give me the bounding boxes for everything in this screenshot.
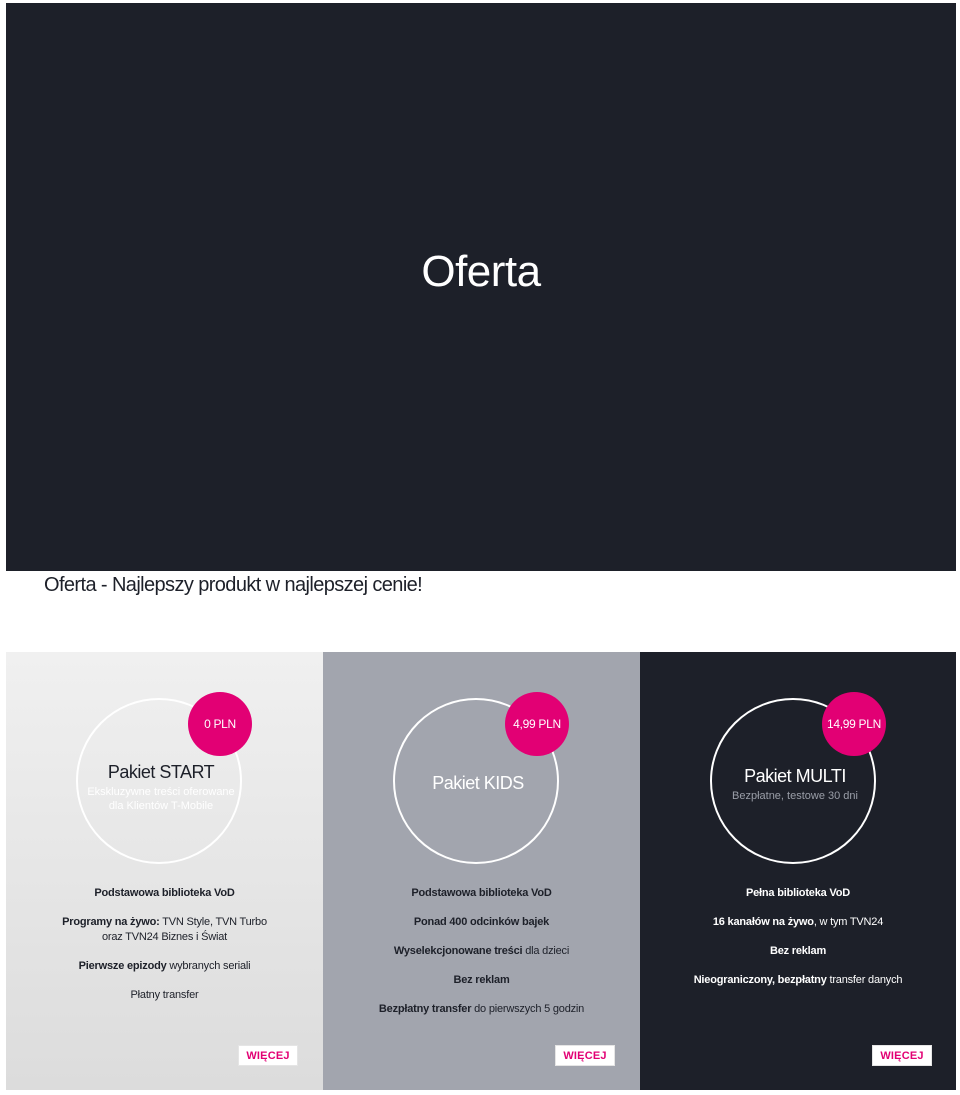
price-badge: 4,99 PLN [505, 692, 569, 756]
price-badge: 0 PLN [188, 692, 252, 756]
feature-item: Nieograniczony, bezpłatny transfer danych [693, 974, 903, 986]
more-button-kids[interactable]: WIĘCEJ [555, 1045, 615, 1066]
feature-item: Bez reklam [769, 945, 827, 957]
more-button-start[interactable]: WIĘCEJ [238, 1045, 298, 1066]
hero-title: Oferta [421, 247, 541, 296]
package-card-multi [640, 652, 956, 1090]
feature-item: Płatny transfer [130, 989, 199, 1001]
package-header [715, 766, 875, 803]
hero-banner [6, 3, 956, 571]
package-name: Pakiet MULTI [744, 766, 846, 786]
feature-item: Pierwsze epizody wybranych seriali [78, 960, 251, 972]
package-name: Pakiet KIDS [432, 773, 524, 793]
package-card-kids [323, 652, 640, 1090]
package-description: Bezpłatne, testowe 30 dni [732, 790, 858, 802]
feature-item: Podstawowa biblioteka VoD [94, 887, 235, 899]
price-badge: 14,99 PLN [822, 692, 886, 756]
package-name: Pakiet START [107, 762, 215, 782]
package-card-start [6, 652, 323, 1090]
feature-item: Ponad 400 odcinków bajek [413, 916, 550, 928]
feature-list [333, 886, 630, 1031]
more-button-multi[interactable]: WIĘCEJ [872, 1045, 932, 1066]
feature-list [16, 886, 313, 1017]
package-description: Ekskluzywne treści oferowane dla Klientów T-Mobile [87, 786, 235, 812]
package-header [81, 762, 241, 813]
feature-item: Podstawowa biblioteka VoD [411, 887, 552, 899]
offer-subtitle: Oferta - Najlepszy produkt w najlepszej cenie! [44, 574, 423, 596]
feature-item: Pełna biblioteka VoD [746, 887, 850, 899]
feature-item: Wyselekcjonowane treści dla dzieci [393, 945, 570, 957]
feature-item: Programy na żywo: TVN Style, TVN Turbo oraz TVN24 Biznes i Świat [62, 916, 267, 943]
feature-item: Bez reklam [453, 974, 510, 986]
feature-item: Bezpłatny transfer do pierwszych 5 godzin [378, 1003, 585, 1015]
feature-item: 16 kanałów na żywo, w tym TVN24 [712, 916, 884, 928]
feature-list [650, 886, 946, 1002]
package-header [398, 773, 558, 794]
